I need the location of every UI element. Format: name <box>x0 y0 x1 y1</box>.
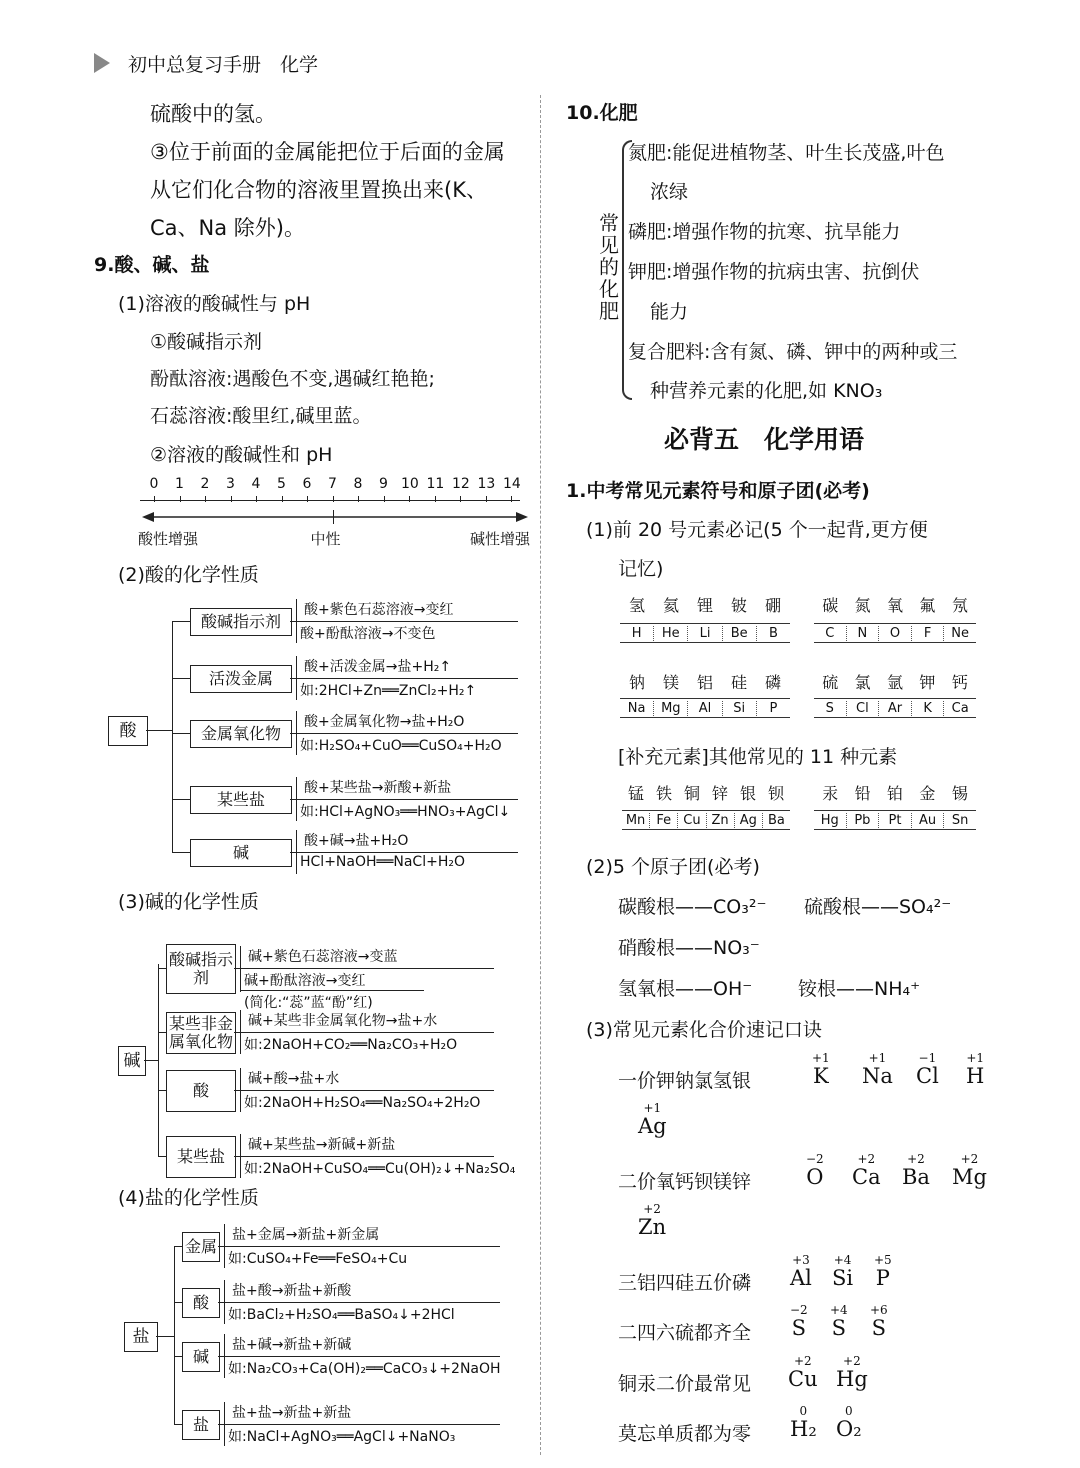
trunk-line <box>172 621 173 852</box>
ph-tick <box>333 496 334 502</box>
ph-base-label: 碱性增强 <box>470 530 531 548</box>
property-box: 酸碱指示剂 <box>166 944 236 994</box>
ph-tick-label: 11 <box>426 476 445 492</box>
divider-line <box>240 990 424 991</box>
subsection-heading: (3)常见元素化合价速记口诀 <box>586 1019 822 1041</box>
bracket-line <box>296 599 297 643</box>
property-box: 某些盐 <box>190 786 292 814</box>
chapter-title: 必背五 化学用语 <box>664 425 865 454</box>
property-box: 盐 <box>182 1410 220 1440</box>
element-names: 钠 镁 铝 硅 磷 <box>628 673 781 692</box>
mnemonic-line: 铜汞二价最常见 <box>618 1373 752 1395</box>
divider-line <box>224 1424 500 1425</box>
element-names: 锰 铁 铜 锌 银 钡 <box>627 784 784 803</box>
text-line: 记忆) <box>618 558 664 580</box>
text-line: [补充元素]其他常见的 11 种元素 <box>618 746 898 768</box>
ph-tick-label: 4 <box>251 476 261 492</box>
mnemonic-line: 二四六硫都齐全 <box>618 1322 752 1344</box>
bracket-line <box>224 1334 225 1378</box>
valence-symbol: +2 Ca <box>852 1152 881 1189</box>
element-symbols: C N O F Ne <box>814 623 976 643</box>
bracket-line <box>296 656 297 700</box>
valence-symbol: 0 O₂ <box>836 1404 862 1441</box>
mnemonic-line: 二价氧钙钡镁锌 <box>618 1171 752 1193</box>
divider-line <box>296 733 518 734</box>
bracket-line <box>240 1134 241 1178</box>
valence-symbol: −2 O <box>806 1152 824 1189</box>
divider-line <box>240 1090 494 1091</box>
reaction-example: 碱+酚酞溶液→变红 <box>244 973 366 989</box>
root-box: 盐 <box>124 1322 158 1352</box>
ph-tick-label: 12 <box>452 476 470 492</box>
connector-line <box>158 1090 166 1091</box>
valence-symbol: +2 Cu <box>788 1354 818 1391</box>
ph-tick <box>358 496 359 502</box>
mnemonic-line: 一价钾钠氯氢银 <box>618 1070 752 1092</box>
reaction-rule: 碱+某些盐→新碱+新盐 <box>248 1137 396 1153</box>
connector-line <box>172 621 190 622</box>
text-line: 磷肥:增强作物的抗寒、抗旱能力 <box>628 221 901 243</box>
ph-tick-label: 6 <box>302 476 312 492</box>
property-box: 某些非金属氧化物 <box>166 1012 236 1054</box>
ph-acid-label: 酸性增强 <box>138 530 199 548</box>
valence-symbol: +2 Zn <box>638 1202 667 1239</box>
divider-line <box>240 1156 494 1157</box>
text-line: 浓绿 <box>650 181 689 203</box>
valence-symbol: +1 Na <box>862 1051 893 1088</box>
reaction-example: 酸+酚酞溶液→不变色 <box>300 626 436 642</box>
divider-line <box>296 621 518 622</box>
reaction-rule: 盐+碱→新盐+新碱 <box>232 1337 352 1353</box>
text-line: 石蕊溶液:酸里红,碱里蓝。 <box>150 405 372 427</box>
subsection-heading: (1)溶液的酸碱性与 pH <box>118 293 311 315</box>
valence-symbol: +4 Si <box>832 1253 854 1290</box>
valence-symbol: +6 S <box>870 1303 888 1340</box>
reaction-rule: 碱+紫色石蕊溶液→变蓝 <box>248 949 398 965</box>
ph-tick-label: 9 <box>379 476 388 492</box>
subsection-heading: (2)5 个原子团(必考) <box>586 856 760 878</box>
connector-line <box>172 852 190 853</box>
ph-tick <box>231 496 232 502</box>
text-line: 硫酸中的氢。 <box>150 102 276 126</box>
reaction-rule: 酸+金属氧化物→盐+H₂O <box>304 714 465 730</box>
text-line: 能力 <box>650 301 689 323</box>
reaction-example: 如:2NaOH+CO₂══Na₂CO₃+H₂O <box>244 1037 458 1053</box>
element-names: 碳 氮 氧 氟 氖 <box>822 596 968 615</box>
subsection-heading: (3)碱的化学性质 <box>118 891 259 913</box>
valence-symbol: +4 S <box>830 1303 848 1340</box>
subsection-heading: (2)酸的化学性质 <box>118 564 259 586</box>
valence-symbol: 0 H₂ <box>790 1404 817 1441</box>
section-heading: 9.酸、碱、盐 <box>94 254 210 276</box>
connector-line <box>174 1302 182 1303</box>
element-names: 硫 氯 氩 钾 钙 <box>822 673 968 692</box>
reaction-rule: 酸+紫色石蕊溶液→变红 <box>304 602 454 618</box>
connector-line <box>144 1060 158 1061</box>
reaction-example: 如:H₂SO₄+CuO══CuSO₄+H₂O <box>300 738 502 754</box>
connector-line <box>172 678 190 679</box>
ph-tick <box>256 496 257 502</box>
connector-line <box>172 799 190 800</box>
trunk-line <box>174 1246 175 1424</box>
text-line: ①酸碱指示剂 <box>150 331 263 353</box>
ph-tick-label: 10 <box>401 476 419 492</box>
property-box: 酸碱指示剂 <box>190 608 292 636</box>
reaction-rule: 盐+盐→新盐+新盐 <box>232 1405 352 1421</box>
property-box: 酸 <box>166 1070 236 1112</box>
root-box: 酸 <box>108 716 148 746</box>
element-names: 汞 铅 铂 金 锡 <box>822 784 968 803</box>
valence-symbol: −2 S <box>790 1303 808 1340</box>
divider-line <box>240 968 494 969</box>
ph-tick <box>435 496 436 502</box>
element-symbols: Mn Fe Cu Zn Ag Ba <box>622 810 790 830</box>
bracket-line <box>224 1402 225 1446</box>
reaction-example: 如:2NaOH+CuSO₄══Cu(OH)₂↓+Na₂SO₄ <box>244 1161 516 1177</box>
connector-line <box>158 1156 166 1157</box>
reaction-rule: 碱+酸→盐+水 <box>248 1071 340 1087</box>
connector-line <box>174 1424 182 1425</box>
ph-tick <box>307 496 308 502</box>
property-box: 金属 <box>182 1232 220 1262</box>
column-divider <box>540 95 541 1455</box>
ph-tick-label: 13 <box>477 476 496 492</box>
connector-line <box>158 968 166 969</box>
connector-line <box>174 1246 182 1247</box>
section-heading: 1.中考常见元素符号和原子团(必考) <box>566 480 870 502</box>
reaction-example: 如:CuSO₄+Fe══FeSO₄+Cu <box>228 1251 408 1267</box>
valence-symbol: +3 Al <box>790 1253 812 1290</box>
reaction-rule: 酸+某些盐→新酸+新盐 <box>304 780 452 796</box>
valence-symbol: +2 Ba <box>902 1152 930 1189</box>
bracket-line <box>224 1224 225 1268</box>
ph-tick <box>154 496 155 502</box>
mnemonic-line: 三铝四硅五价磷 <box>618 1272 752 1294</box>
divider-line <box>224 1302 500 1303</box>
element-symbols: S Cl Ar K Ca <box>814 698 976 718</box>
reaction-rule: 酸+活泼金属→盐+H₂↑ <box>304 659 452 675</box>
ph-tick <box>205 496 206 502</box>
connector-line <box>146 730 172 731</box>
valence-symbol: +1 Ag <box>638 1101 667 1138</box>
ph-scale <box>140 474 540 554</box>
reaction-rule: 盐+金属→新盐+新金属 <box>232 1227 380 1243</box>
reaction-rule: 盐+酸→新盐+新酸 <box>232 1283 352 1299</box>
fertilizer-label: 常 见 的 化 肥 <box>599 211 619 323</box>
reaction-example: 如:Na₂CO₃+Ca(OH)₂══CaCO₃↓+2NaOH <box>228 1361 501 1377</box>
ph-tick <box>409 496 410 502</box>
reaction-note: (简化:“蕊”蓝“酚”红) <box>244 995 373 1011</box>
ph-tick <box>460 496 461 502</box>
bracket-line <box>224 1280 225 1324</box>
bracket-line <box>240 946 241 992</box>
reaction-example: 如:2HCl+Zn══ZnCl₂+H₂↑ <box>300 683 477 699</box>
element-names: 氢 氦 锂 铍 硼 <box>628 596 781 615</box>
ph-tick <box>282 496 283 502</box>
property-box: 金属氧化物 <box>190 720 292 748</box>
ph-tick-label: 2 <box>200 476 210 492</box>
mnemonic-line: 莫忘单质都为零 <box>618 1423 752 1445</box>
text-line: 氮肥:能促进植物茎、叶生长茂盛,叶色 <box>628 142 945 164</box>
valence-symbol: +2 Mg <box>952 1152 987 1189</box>
header-marker-icon <box>92 52 112 78</box>
reaction-example: 如:BaCl₂+H₂SO₄══BaSO₄↓+2HCl <box>228 1307 455 1323</box>
property-box: 碱 <box>182 1342 220 1372</box>
bracket-line <box>296 830 297 874</box>
text-line: 种营养元素的化肥,如 KNO₃ <box>650 380 883 402</box>
property-box: 活泼金属 <box>190 665 292 693</box>
text-line: Ca、Na 除外)。 <box>150 216 305 240</box>
ph-tick-label: 0 <box>149 476 159 492</box>
ph-tick-label: 7 <box>328 476 337 492</box>
text-line: 从它们化合物的溶液里置换出来(K、 <box>150 178 487 202</box>
ph-tick-label: 5 <box>277 476 286 492</box>
divider-line <box>296 678 518 679</box>
connector-line <box>156 1336 174 1337</box>
acid-properties-diagram <box>108 596 538 876</box>
divider-line <box>224 1246 500 1247</box>
text-line: 酚酞溶液:遇酸色不变,遇碱红艳艳; <box>150 368 435 390</box>
ph-tick-label: 3 <box>226 476 235 492</box>
section-heading: 10.化肥 <box>566 102 638 124</box>
radical-item: 碳酸根——CO₃²⁻ <box>618 896 767 918</box>
bracket-line <box>240 1010 241 1054</box>
ph-tick-label: 8 <box>353 476 363 492</box>
text-line: ②溶液的酸碱性和 pH <box>150 444 333 466</box>
divider-line <box>224 1356 500 1357</box>
reaction-example: 如:NaCl+AgNO₃══AgCl↓+NaNO₃ <box>228 1429 456 1445</box>
property-box: 碱 <box>190 839 292 867</box>
radical-item: 硝酸根——NO₃⁻ <box>618 937 760 959</box>
radical-item: 铵根——NH₄⁺ <box>798 978 921 1000</box>
root-box: 碱 <box>118 1046 146 1076</box>
property-box: 酸 <box>182 1288 220 1318</box>
valence-symbol: +2 Hg <box>836 1354 868 1391</box>
valence-symbol: −1 Cl <box>916 1051 939 1088</box>
element-symbols: Na Mg Al Si P <box>620 698 790 718</box>
ph-neutral-label: 中性 <box>310 530 341 548</box>
text-line: ③位于前面的金属能把位于后面的金属 <box>150 140 505 164</box>
property-box: 某些盐 <box>166 1136 236 1178</box>
ph-neutral-mark <box>333 510 334 524</box>
text-line: 钾肥:增强作物的抗病虫害、抗倒伏 <box>628 261 920 283</box>
reaction-example: 如:2NaOH+H₂SO₄══Na₂SO₄+2H₂O <box>244 1095 481 1111</box>
divider-line <box>296 799 518 800</box>
element-symbols: Hg Pb Pt Au Sn <box>814 810 976 830</box>
subsection-heading: (1)前 20 号元素必记(5 个一起背,更方便 <box>586 519 928 541</box>
header-title: 初中总复习手册 化学 <box>128 54 319 76</box>
reaction-rule: 碱+某些非金属氧化物→盐+水 <box>248 1013 438 1029</box>
reaction-example: 如:HCl+AgNO₃══HNO₃+AgCl↓ <box>300 804 511 820</box>
salt-properties-diagram <box>124 1218 534 1448</box>
ph-tick <box>486 496 487 502</box>
ph-tick <box>384 496 385 502</box>
connector-line <box>158 1032 166 1033</box>
ph-tick-label: 1 <box>175 476 184 492</box>
ph-tick-label: 14 <box>503 476 521 492</box>
valence-symbol: +1 K <box>812 1051 830 1088</box>
element-symbols: H He Li Be B <box>620 623 790 643</box>
subsection-heading: (4)盐的化学性质 <box>118 1187 259 1209</box>
base-properties-diagram <box>118 922 538 1177</box>
connector-line <box>172 733 190 734</box>
trunk-line <box>158 964 159 1156</box>
reaction-rule: 酸+碱→盐+H₂O <box>304 833 409 849</box>
bracket-line <box>240 1068 241 1112</box>
divider-line <box>240 1032 494 1033</box>
divider-line <box>296 852 518 853</box>
valence-symbol: +1 H <box>966 1051 985 1088</box>
ph-axis-line <box>140 500 520 501</box>
radical-item: 硫酸根——SO₄²⁻ <box>804 896 952 918</box>
ph-double-arrow <box>140 510 540 524</box>
connector-line <box>174 1356 182 1357</box>
radical-item: 氢氧根——OH⁻ <box>618 978 753 1000</box>
bracket-line <box>296 777 297 821</box>
text-line: 复合肥料:含有氮、磷、钾中的两种或三 <box>628 341 958 363</box>
valence-symbol: +5 P <box>874 1253 892 1290</box>
bracket-line <box>296 711 297 755</box>
reaction-example: HCl+NaOH══NaCl+H₂O <box>300 854 465 870</box>
ph-tick <box>180 496 181 502</box>
ph-tick <box>511 496 512 502</box>
